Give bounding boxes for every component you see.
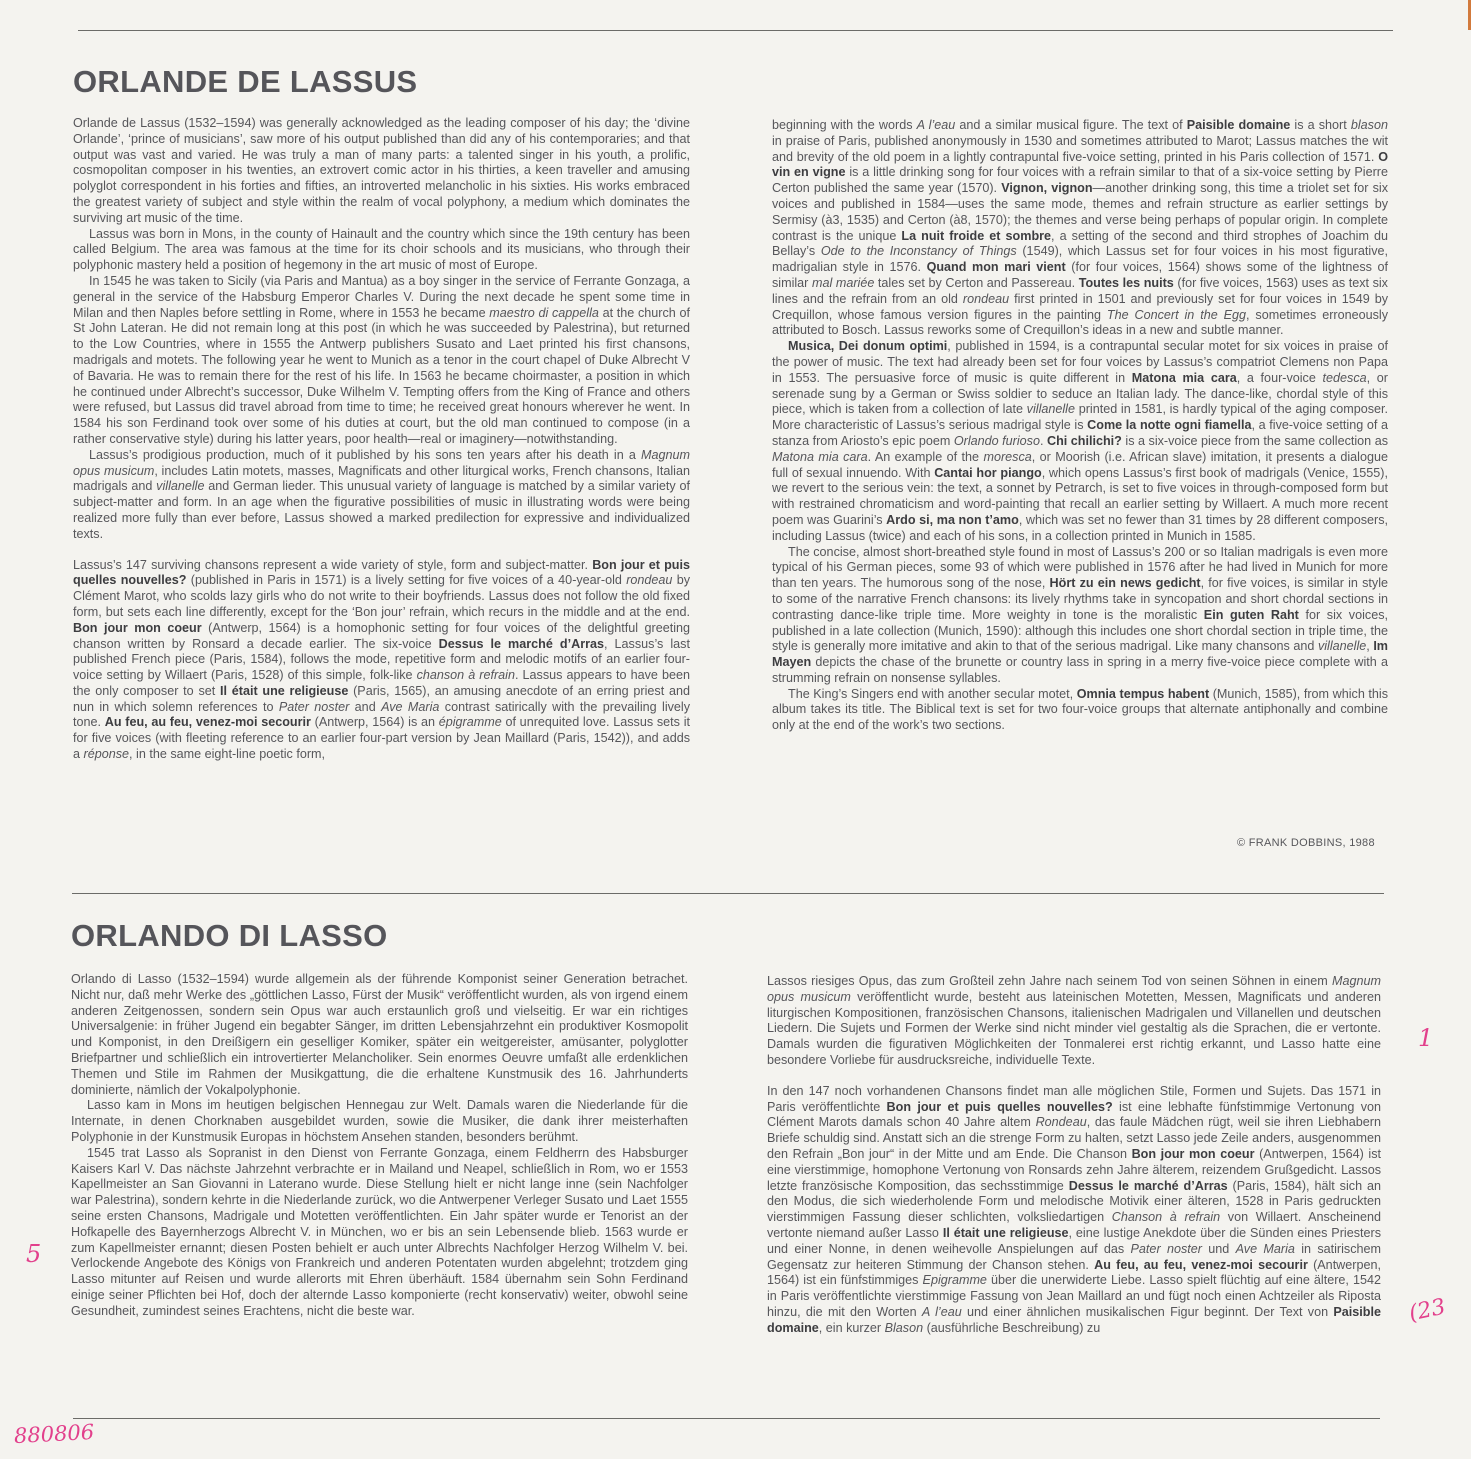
paragraph: [767, 974, 1381, 1069]
paragraph: [772, 339, 1388, 544]
italic-term: A l’eau: [921, 1304, 962, 1319]
text-run: Lassus’s 147 surviving chansons represent a wide variety of style, form and subject-matter.: [73, 557, 593, 572]
work-title: Dessus le marché d’Arras: [1068, 1178, 1228, 1193]
author-credit: © FRANK DOBBINS, 1988: [1237, 837, 1375, 849]
text-run: and German lieder. This unusual variety of language is matched by a similar variety of subject-matter and form. In an age when the figurative possibilities of music in illustrating words were being realized more fully than ever before, Lassus showed a marked predilection for expressive and individualized texts.: [73, 479, 691, 541]
text-run: , in the same eight-line poetic form,: [129, 747, 326, 762]
work-title: O vin en vigne: [772, 149, 1388, 180]
italic-term: villanelle: [1317, 639, 1367, 654]
bottom-rule: [73, 1418, 1380, 1419]
work-title: Vignon, vignon: [1001, 181, 1093, 196]
text-run: In den 147 noch vorhandenen Chansons findet man alle möglichen Stile, Formen und Sujets. Das 1571 in Paris veröffentlichte: [767, 1083, 1381, 1114]
italic-term: mal mariée: [811, 275, 875, 290]
paragraph: [73, 116, 690, 227]
italic-term: Magnum opus musicum: [767, 974, 1381, 1004]
work-title: Chi chilichi?: [1046, 433, 1122, 448]
italic-term: Magnum opus musicum: [73, 447, 690, 478]
italic-term: chanson à refrain: [416, 668, 515, 683]
work-title: Bon jour et puis quelles nouvelles?: [886, 1099, 1113, 1114]
work-title: La nuit froide et sombre: [901, 228, 1052, 243]
paragraph: [772, 545, 1388, 687]
italic-term: tedesca: [1322, 370, 1367, 385]
work-title: Quand mon mari vient: [926, 260, 1066, 275]
italic-term: Orlando furioso: [953, 433, 1040, 448]
text-run: depicts the chase of the brunette or country lass in spring in a merry five-voice piece complete with a strumming refrain on nonsense syllables.: [772, 655, 1388, 685]
text-run: (Antwerpen, 1564) ist ein fünfstimmiges: [767, 1257, 1381, 1288]
handwritten-margin-mark: (23: [1406, 1294, 1448, 1327]
work-title: Paisible domaine: [767, 1304, 1381, 1335]
italic-term: moresca: [983, 449, 1032, 464]
text-run: . An example of the: [867, 449, 984, 464]
italic-term: Matona mia cara: [772, 449, 868, 464]
text-run: for six voices, published in a late collection (Munich, 1590): although this includes one short chordal section in triple time, the style is generally more imitative and akin to that of the serious madrigal. Like many chansons and: [772, 607, 1388, 654]
text-run: (Paris, 1565), an amusing anecdote of an erring priest and nun in which solemn references to: [73, 683, 690, 714]
text-run: , sometimes erroneously attributed to Bosch. Lassus reworks some of Crequillon’s ideas in a new and subtle manner.: [772, 307, 1388, 338]
italic-term: rondeau: [626, 573, 673, 588]
paragraph: [73, 558, 690, 763]
text-run: Orlando di Lasso (1532–1594) wurde allgemein als der führende Komponist seiner Generation betrachet. Nicht nur, daß mehr Werke des „göttlichen Lasso, Fürst der Musik“ veröffentlicht wurden, als von irgend einem anderen Zeitgenossen, sondern sein Opus war auch erstaunlich groß und vielseitig. Er war ein richtiges Universalgenie: in früher Jugend ein begabter Sänger, im dritten Lebensjahrzehnt ein produktiver Kosmopolit und Komponist, in den Dreißigern ein geselliger Komiker, später ein weitgereister, amüsanter, polyglotter Briefpartner und schließlich ein introvertierter Melancholiker. Sein enormes Oeuvre umfaßt alle erdenklichen Themen und Stile im Rahmen der Musikgattung, die die erhaltene Kunstmusik des 16. Jahrhunderts dominierte, nämlich der Vokalpolyphonie.: [71, 972, 688, 1097]
german-section-title: ORLANDO DI LASSO: [71, 918, 388, 953]
text-run: .: [1039, 433, 1047, 448]
work-title: Bon jour mon coeur: [73, 620, 202, 635]
text-run: (Antwerp, 1564) is an: [310, 715, 439, 730]
text-run: ,: [1366, 639, 1374, 654]
work-title: Ardo si, ma non t’amo: [886, 512, 1019, 527]
text-run: —another drinking song, this time a triolet set for six voices and published in 1584—uses the same mode, themes and refrain structure as earlier settings by Sermisy (à3, 1535) and Certon (à8, 1570); the themes and verse being perhaps of popular origin. In complete contrast is the unique: [772, 181, 1388, 243]
work-title: Paisible domaine: [1186, 118, 1291, 132]
work-title: Matona mia cara: [1131, 370, 1237, 385]
work-title: Bon jour mon coeur: [1131, 1146, 1255, 1161]
text-run: The King’s Singers end with another secular motet,: [788, 686, 1077, 701]
text-run: , for five voices, is similar in style to some of the narrative French chansons: its lively rhythms take in syncopation and short chordal sections in contrasting dance-like triple time. More weighty in tone is the moralistic: [772, 576, 1389, 622]
text-run: in praise of Paris, published anonymously in 1530 and sometimes attributed to Marot; Lassus matches the wit and brevity of the old poem in a lightly contrapuntal five-voice setting, printed in his Paris collection of 1571.: [772, 133, 1388, 164]
text-run: (Antwerpen, 1564) ist eine vierstimmige, homophone Vertonung von Ronsards zehn Jahre älterem, reizendem Grußgedicht. Lassos letzte französische Komposition, das sechsstimmige: [767, 1146, 1382, 1193]
text-run: tales set by Certon and Passereau.: [874, 275, 1079, 290]
text-run: In 1545 he was taken to Sicily (via Paris and Mantua) as a boy singer in the service of Ferrante Gonzaga, a general in the service of the Habsburg Emperor Charles V. During the next decade he spent some time in Milan and then Naples before settling in Rome, where in 1553 he became: [73, 273, 690, 320]
text-run: (ausführliche Beschreibung) zu: [923, 1320, 1101, 1335]
text-run: , which opens Lassus’s first book of madrigals (Venice, 1555), we revert to the serious vein: the text, a sonnet by Petrarch, is set to five voices in through-composed form but with restrained chromaticism and word-painting that recall an earlier setting by Willaert. A much more recent poem was Guarini’s: [772, 465, 1388, 527]
paragraph: [71, 1146, 688, 1320]
text-run: ist eine lebhafte fünfstimmige Vertonung von Clément Marots damals schon 40 Jahre altem: [767, 1099, 1381, 1130]
text-run: Lassus was born in Mons, in the county of Hainault and the country which since the 19th century has been called Belgium. The area was famous at the time for its choir schools and its musicians, who through their polyphonic mastery held a position of hegemony in the art music of most of Europe.: [73, 226, 690, 273]
text-run: , published in 1594, is a contrapuntal secular motet for six voices in praise of the power of music. The text had already been set for four voices by Lassus’s compatriot Clemens non Papa in 1553. The persuasive force of music is quite different in: [772, 339, 1388, 385]
text-run: von Willaert. Anscheinend vertonte niemand außer Lasso: [767, 1210, 1381, 1240]
italic-term: réponse: [83, 747, 130, 762]
italic-term: A l’eau: [916, 118, 956, 132]
text-run: by Clément Marot, who scolds lazy girls who do not write to their boyfriends. Lassus does not follow the old fixed form, but sets each line differently, except for the ‘Bon jour’ refrain, which recurs in the middle and at the end.: [73, 573, 690, 619]
text-run: printed in 1581, is hardly typical of the aging composer. More characteristic of Lassus’s serious madrigal style is: [772, 402, 1388, 433]
text-run: (for four voices, 1564) shows some of the lightness of similar: [772, 260, 1388, 290]
paragraph: [71, 1098, 688, 1145]
italic-term: rondeau: [962, 291, 1010, 306]
text-run: (Munich, 1585), from which this album takes its title. The Biblical text is set for two four-voice groups that alternate antiphonally and combine only at the end of the work’s two sections.: [772, 686, 1388, 733]
text-run: contrast satirically with the prevailing lively tone.: [73, 699, 691, 730]
italic-term: Chanson à refrain: [1111, 1210, 1221, 1225]
text-run: (Antwerp, 1564) is a homophonic setting for four voices of the delightful greeting chanson written by Ronsard a decade earlier. The six-voice: [73, 620, 691, 651]
work-title: Il était une religieuse: [220, 683, 349, 698]
italic-term: villanelle: [156, 479, 205, 494]
text-run: , a four-voice: [1236, 370, 1323, 385]
french-left-column: [73, 116, 690, 763]
text-run: , eine lustige Anekdote über die Sünden eines Priesters und einer Nonne, in denen weihevolle Anspielungen auf das: [767, 1225, 1381, 1256]
french-right-column: [772, 118, 1388, 734]
text-run: , Lassus’s last published French piece (Paris, 1584), follows the mode, repetitive form and melodic motifs of an earlier four-voice setting by Willaert (Paris, 1528) of this simple, folk-like: [73, 636, 690, 683]
work-title: Musica, Dei donum optimi: [788, 339, 948, 354]
text-run: , which was set no fewer than 31 times by 28 different composers, including Lassus (twice) and each of his sons, in a collection printed in Munich in 1585.: [772, 512, 1388, 543]
work-title: Cantai hor piango: [934, 465, 1042, 480]
work-title: Dessus le marché d’Arras: [438, 636, 604, 651]
paragraph: [772, 118, 1388, 339]
text-run: of unrequited love. Lassus sets it for five voices (with fleeting reference to an earlier four-part version by Jean Maillard (Paris, 1542)), and adds a: [73, 715, 690, 762]
italic-term: Rondeau: [1035, 1115, 1087, 1130]
italic-term: Epigramme: [922, 1273, 987, 1288]
text-run: und: [1201, 1241, 1236, 1256]
text-run: 1545 trat Lasso als Sopranist in den Dienst von Ferrante Gonzaga, einem Feldherrn des Habsburger Kaisers Karl V. Das nächste Jahrzehnt verbrachte er in Mailand und Neapel, schließlich in Rom, wo er 1553 Kapellmeister an San Giovanni in Laterano wurde. Diese Stellung hielt er nicht lange inne (sein Nachfolger war Palestrina), sondern kehrte in die Niederlande zurück, wo die Antwerpener Verleger Susato und Laet 1555 seine ersten Chansons, Madrigale und Motetten veröffentlichten. Ein Jahr später wurde er Tenorist an der Hofkapelle des Bayernherzogs Albrecht V. in München, wo er bis an sein Lebensende blieb. 1563 wurde er zum Kapellmeister ernannt; diesen Posten behielt er auch unter Albrechts Nachfolger Herzog Wilhelm V. bei. Verlockende Angebote des Königs von Frankreich und anderen Potentaten wurden abgelehnt; trotzdem ging Lasso mitunter auf Reisen und wurde allerorts mit Ehren überhäuft. 1584 übernahm sein Sohn Ferdinand einige seiner Pflichten bei Hof, doch der alternde Lasso komponierte (recht konservativ) weiter, obwohl seine Gesundheit, zumindest seines Erachtens, nicht die beste war.: [71, 1145, 688, 1318]
work-title: Come la notte ogni fiamella: [1087, 418, 1252, 433]
text-run: Orlande de Lassus (1532–1594) was generally acknowledged as the leading composer of his day; the ‘divine Orlande’, ‘prince of musicians’, saw more of his output published than did any of his contemporaries; and that output was vast and varied. He was truly a man of many parts: a talented singer in his youth, a prolific, cosmopolitan composer in his twenties, an extrovert comic actor in his thirties, a keen traveller and amusing polyglot correspondent in his forties and fifties, an introverted melancholic in his sixties. His works embraced the greatest variety of subject and style within the realm of vocal polyphony, a medium which dominates the surviving art music of the time.: [73, 116, 690, 225]
text-run: , a five-voice setting of a stanza from Ariosto’s epic poem: [772, 418, 1388, 448]
italic-term: The Concert in the Egg: [1106, 307, 1247, 322]
text-run: Lassus’s prodigious production, much of it published by his sons ten years after his death in a: [89, 447, 641, 462]
italic-term: Blason: [884, 1320, 924, 1335]
text-run: (for five voices, 1563) uses as text six lines and the refrain from an old: [772, 275, 1388, 306]
italic-term: Ave Maria: [381, 699, 440, 714]
text-run: (published in Paris in 1571) is a lively setting for five voices of a 40-year-old: [186, 573, 627, 588]
paragraph: [772, 687, 1388, 734]
french-section-title: ORLANDE DE LASSUS: [73, 64, 418, 99]
work-title: Au feu, au feu, venez-moi secourir: [104, 715, 311, 730]
italic-term: blason: [1350, 118, 1388, 132]
italic-term: Ode to the Inconstancy of Things: [820, 244, 1017, 259]
italic-term: épigramme: [438, 715, 502, 730]
text-run: (1549), which Lassus set for four voices in his most figurative, madrigalian style in 1576.: [772, 244, 1388, 275]
section-divider-rule: [72, 893, 1384, 894]
text-run: über die unerwiderte Liebe. Lasso spielt flüchtig auf eine ältere, 1542 in Paris veröffentlichte vierstimmige Fassung von Jean Maillard an und fügt noch einen Achtzeiler als Riposta hinzu, die mit den Worten: [767, 1273, 1381, 1319]
paragraph: [71, 972, 688, 1098]
paragraph: [73, 448, 690, 543]
text-run: at the church of St John Lateran. He did not remain long at this post (in which he was succeeded by Palestrina), but returned to the Low Countries, where in 1555 the Antwerp publishers Susato and Laet printed his first chansons, madrigals and motets. The following year he went to Munich as a tenor in the court chapel of Duke Albrecht V of Bavaria. He was to remain there for the rest of his life. In 1563 he became choirmaster, a position in which he continued under Albrecht’s successor, Duke Wilhelm V. Tempting offers from the King of France and others were refused, but Lassus did travel abroad from time to time; he received great honours wherever he went. In 1584 his son Ferdinand took over some of his duties at court, but the old man continued to compose (in a rather conservative style) during his latter years, poor health—real or imaginery—notwithstanding.: [73, 305, 690, 446]
text-run: first printed in 1501 and previously set for four voices in 1549 by Crequillon, whose famous version figures in the painting: [772, 291, 1388, 322]
german-left-column: [71, 972, 688, 1320]
text-run: and: [349, 699, 382, 714]
work-title: Omnia tempus habent: [1076, 686, 1210, 701]
text-run: and a similar musical figure. The text of: [955, 118, 1187, 132]
text-run: The concise, almost short-breathed style found in most of Lassus’s 200 or so Italian madrigals is even more typical of his German pieces, some 93 of which were published in 1576 after he had lived in Munich for more than ten years. The humorous song of the nose,: [772, 544, 1388, 591]
text-run: (Paris, 1584), hält sich an den Modus, die sich wiederholende Form und melodische Motivik einer älteren, 1528 in Paris gedruckten vierstimmigen Fassung dieser schlichten, volksliedartigen: [767, 1178, 1381, 1225]
text-run: , ein kurzer: [818, 1320, 885, 1335]
text-run: Lassos riesiges Opus, das zum Großteil zehn Jahre nach seinem Tod von seinen Söhnen in einem: [767, 974, 1332, 988]
text-run: , a setting of the second and third strophes of Joachim du Bellay’s: [772, 228, 1388, 259]
text-run: , or serenade sung by a German or Swiss soldier to seduce an Italian lady. The dance-like, chordal style of this piece, which is taken from a collection of late: [772, 370, 1388, 417]
paragraph: [767, 1084, 1381, 1337]
text-run: , or Moorish (i.e. African slave) imitation, it presents a dialogue full of sexual innuendo. With: [772, 449, 1388, 480]
italic-term: Ave Maria: [1235, 1241, 1295, 1256]
text-run: beginning with the words: [772, 118, 917, 132]
work-title: Hört zu ein news gedicht: [1049, 576, 1201, 591]
text-run: . Lassus appears to have been the only composer to set: [73, 668, 690, 698]
italic-term: Pater noster: [278, 699, 350, 714]
handwritten-margin-mark: 5: [26, 1240, 42, 1268]
text-run: in satirischem Gegensatz zur heiteren Stimmung der Chanson stehen.: [767, 1241, 1382, 1272]
work-title: Ein guten Raht: [1203, 607, 1299, 622]
text-run: Lasso kam in Mons im heutigen belgischen Hennegau zur Welt. Damals waren die Niederlande für die Internate, in denen Chorknaben ausgebildet wurden, sowie die Musiker, die dank ihrer meisterhaften Polyphonie in der Kunstmusik Europas in höchstem Ansehen standen, besonders berühmt.: [71, 1098, 688, 1144]
work-title: Toutes les nuits: [1078, 275, 1174, 290]
text-run: , includes Latin motets, masses, Magnificats and other liturgical works, French chansons, Italian madrigals and: [73, 463, 690, 494]
handwritten-margin-mark: 1: [1418, 1024, 1434, 1052]
paragraph: [73, 274, 690, 448]
italic-term: maestro di cappella: [489, 305, 599, 320]
work-title: Il était une religieuse: [942, 1225, 1069, 1240]
italic-term: Pater noster: [1130, 1241, 1202, 1256]
german-right-column: [767, 974, 1381, 1337]
text-run: is a short: [1290, 118, 1351, 132]
handwritten-catalog-number: 880806: [13, 1419, 95, 1449]
work-title: Im Mayen: [772, 639, 1389, 670]
text-run: und einer ähnlichen musikalischen Figur beginnt. Der Text von: [961, 1304, 1334, 1319]
paragraph: [73, 227, 690, 274]
text-run: is a six-voice piece from the same collection as: [1121, 433, 1388, 448]
top-rule: [78, 30, 1393, 31]
text-run: is a little drinking song for four voices with a refrain similar to that of a six-voice setting by Pierre Certon published the same year (1570).: [772, 165, 1388, 196]
work-title: Au feu, au feu, venez-moi secourir: [1094, 1257, 1308, 1272]
text-run: , das faule Mädchen rügt, weil sie ihren Liebhabern Briefe schuldig sind. Anstatt sich an die strenge Form zu halten, setzt Lasso jede Zeile anders, ausgenommen den Refrain „Bon jour“ in der Mitte und am Ende. Die Chanson: [767, 1115, 1381, 1161]
work-title: Bon jour et puis quelles nouvelles?: [73, 557, 690, 588]
italic-term: villanelle: [1026, 402, 1075, 417]
text-run: veröffentlicht wurde, besteht aus lateinischen Motetten, Messen, Magnificats und anderen liturgischen Kompositionen, französischen Chansons, italienischen Madrigalen und Villanellen und deutschen Liedern. Die Sujets und Formen der Werke sind nicht minder viel gestaltig als die Sprachen, die er vertonte. Damals wurden die figurativen Möglichkeiten der Tonmalerei erst richtig erkannt, und Lasso hatte eine besondere Vorliebe für ausdrucksreiche, individuelle Texte.: [767, 989, 1381, 1067]
